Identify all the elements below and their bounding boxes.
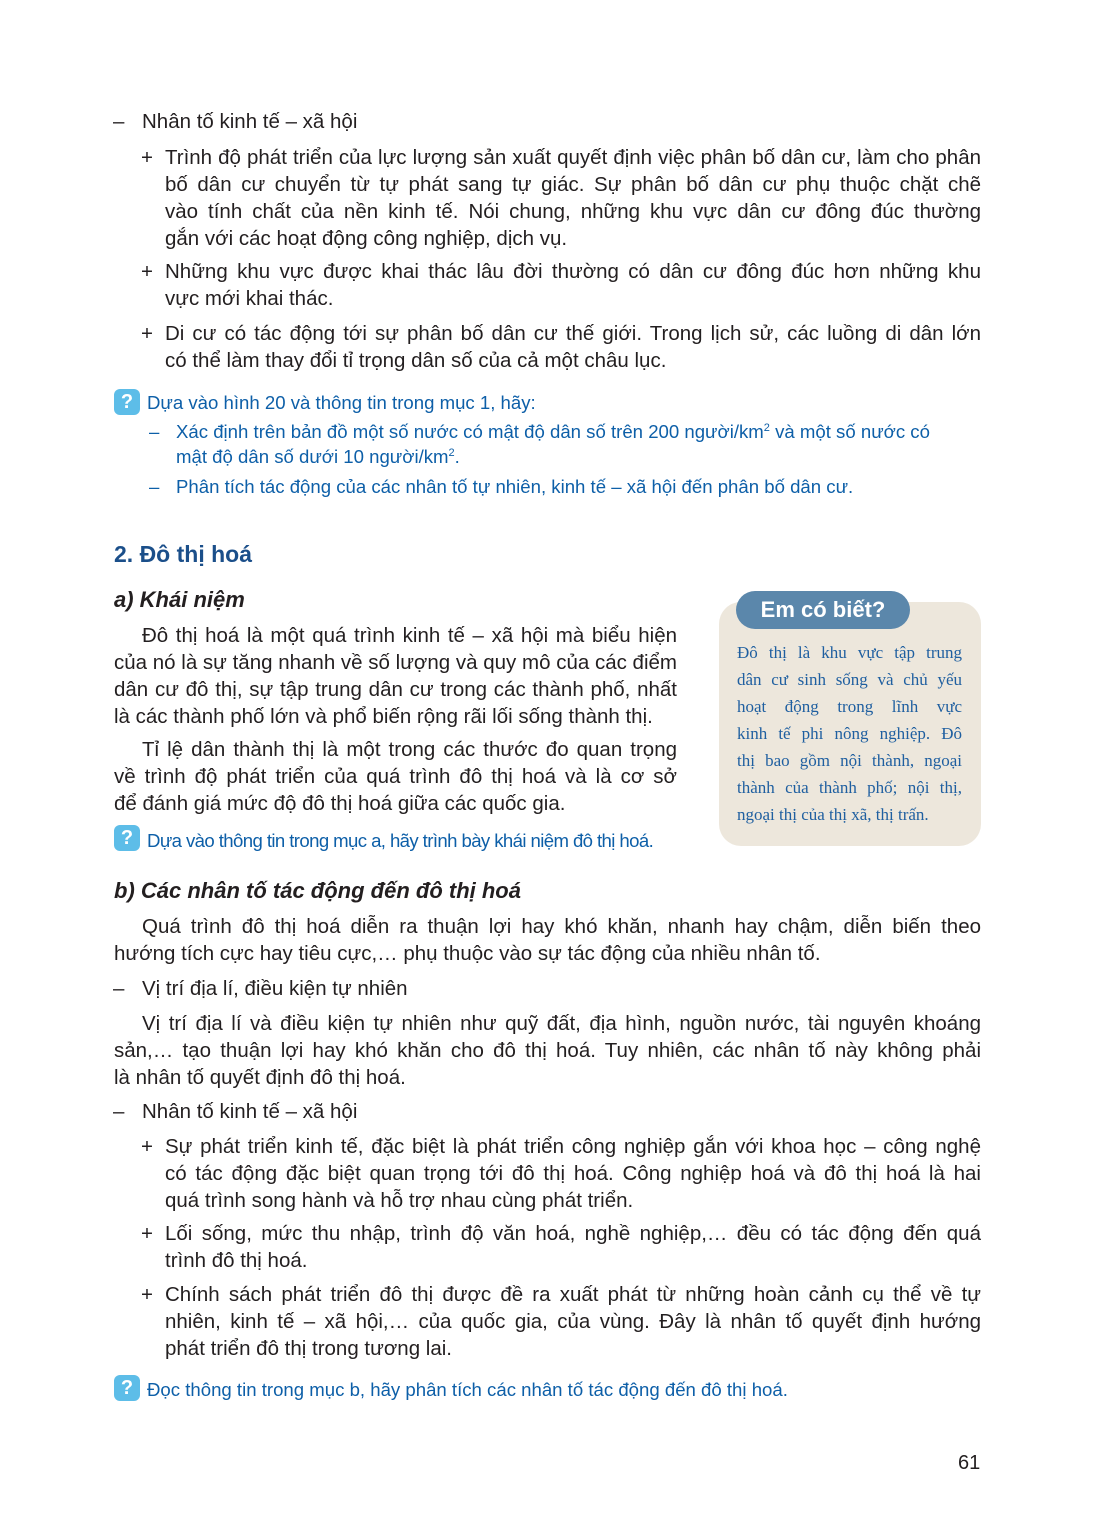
superscript: 2 bbox=[763, 421, 770, 434]
list-plus: + bbox=[141, 260, 153, 283]
question-item: Phân tích tác động của các nhân tố tự nhiên, kinh tế – xã hội đến phân bố dân cư. bbox=[176, 476, 854, 497]
paragraph bbox=[114, 1010, 981, 1091]
text-line: Trình độ phát triển của lực lượng sản xuất quyết định việc phân bố dân cư, làm cho phân bbox=[165, 146, 981, 169]
aside-text-line: ngoại thị của thị xã, thị trấn. bbox=[737, 805, 929, 824]
section-title: 2. Đô thị hoá bbox=[114, 541, 252, 567]
aside-text-line: thị bao gồm nội thành, ngoại bbox=[737, 751, 962, 770]
text-line: quá trình song hành và hỗ trợ nhau cùng phát triển. bbox=[165, 1189, 634, 1212]
text-line: Quá trình đô thị hoá diễn ra thuận lợi hay khó khăn, nhanh hay chậm, diễn biến theo bbox=[142, 915, 981, 938]
list-dash: – bbox=[113, 110, 125, 133]
paragraph bbox=[114, 622, 677, 730]
text-line: của nó là sự tăng nhanh về số lượng và quy mô của các điểm bbox=[114, 651, 677, 674]
bullet-paragraph bbox=[165, 144, 981, 252]
text-line: vực mới khai thác. bbox=[165, 287, 334, 310]
factor-heading: Nhân tố kinh tế – xã hội bbox=[142, 1100, 358, 1123]
paragraph bbox=[114, 913, 981, 967]
factor-heading: Vị trí địa lí, điều kiện tự nhiên bbox=[142, 977, 408, 1000]
aside-text-line: hoạt động trong lĩnh vực bbox=[737, 697, 962, 716]
bullet-paragraph bbox=[165, 320, 981, 374]
text-line: trình đô thị hoá. bbox=[165, 1249, 308, 1272]
list-plus: + bbox=[141, 322, 153, 345]
aside-text-line: kinh tế phi nông nghiệp. Đô bbox=[737, 724, 962, 743]
text-line: Vị trí địa lí và điều kiện tự nhiên như quỹ đất, địa hình, nguồn nước, tài nguyên khoáng bbox=[142, 1012, 981, 1035]
question-text: . bbox=[454, 446, 460, 467]
list-plus: + bbox=[141, 1135, 153, 1158]
text-line: Sự phát triển kinh tế, đặc biệt là phát triển công nghiệp gắn với khoa học – công nghệ bbox=[165, 1135, 981, 1158]
text-line: có thể làm thay đổi tỉ trọng dân số của cả một châu lục. bbox=[165, 349, 667, 372]
text-line: là các thành phố lớn và phổ biến rộng rãi lối sống thành thị. bbox=[114, 705, 653, 728]
question-icon: ? bbox=[114, 389, 140, 415]
question-text: mật độ dân số dưới 10 người/km bbox=[176, 446, 449, 467]
text-line: về trình độ phát triển của quá trình đô thị hoá và là cơ sở bbox=[114, 765, 677, 788]
list-dash: – bbox=[113, 977, 125, 1000]
question-item-cont bbox=[176, 444, 460, 469]
text-line: bố dân cư chuyển từ tự phát sang tự giác. Sự phân bố dân cư phụ thuộc chặt chẽ bbox=[165, 173, 981, 196]
text-line: Đô thị hoá là một quá trình kinh tế – xã hội mà biểu hiện bbox=[142, 624, 677, 647]
bullet-paragraph bbox=[165, 1220, 981, 1274]
question-text: và một số nước có bbox=[769, 421, 930, 442]
page-number: 61 bbox=[958, 1452, 981, 1474]
subsection-title: b) Các nhân tố tác động đến đô thị hoá bbox=[114, 878, 521, 903]
paragraph bbox=[114, 736, 677, 817]
list-dash: – bbox=[113, 1100, 125, 1123]
question-text: Dựa vào thông tin trong mục a, hãy trình bày khái niệm đô thị hoá. bbox=[147, 830, 654, 851]
text-line: Di cư có tác động tới sự phân bố dân cư thế giới. Trong lịch sử, các luồng di dân lớn bbox=[165, 322, 981, 345]
text-line: Lối sống, mức thu nhập, trình độ văn hoá, nghề nghiệp,… đều có tác động đến quá bbox=[165, 1222, 981, 1245]
text-line: hướng tích cực hay tiêu cực,… phụ thuộc vào sự tác động của nhiều nhân tố. bbox=[114, 942, 821, 965]
aside-text-line: thành của thành phố; nội thị, bbox=[737, 778, 962, 797]
aside-text-line: dân cư sinh sống và chủ yếu bbox=[737, 670, 962, 689]
list-dash: – bbox=[149, 421, 160, 442]
question-item bbox=[176, 419, 930, 444]
bullet-paragraph bbox=[165, 258, 981, 312]
bullet-paragraph bbox=[165, 1133, 981, 1214]
text-line: Những khu vực được khai thác lâu đời thường có dân cư đông đúc hơn những khu bbox=[165, 260, 981, 283]
question-text: Xác định trên bản đồ một số nước có mật độ dân số trên 200 người/km bbox=[176, 421, 764, 442]
text-line: có tác động đặc biệt quan trọng tới đô thị hoá. Công nghiệp hoá và đô thị hoá là hai bbox=[165, 1162, 981, 1185]
bullet-paragraph bbox=[165, 1281, 981, 1362]
text-line: phát triển đô thị trong tương lai. bbox=[165, 1337, 452, 1360]
text-line: nhiên, kinh tế – xã hội,… của quốc gia, của vùng. Đây là nhân tố quyết định hướng bbox=[165, 1310, 981, 1333]
text-line: gắn với các hoạt động công nghiệp, dịch vụ. bbox=[165, 227, 568, 250]
question-text: Đọc thông tin trong mục b, hãy phân tích các nhân tố tác động đến đô thị hoá. bbox=[147, 1379, 788, 1400]
did-you-know-title: Em có biết? bbox=[736, 591, 910, 629]
superscript: 2 bbox=[448, 446, 455, 459]
aside-text-line: Đô thị là khu vực tập trung bbox=[737, 643, 962, 662]
text-line: vào tính chất của nền kinh tế. Nói chung, những khu vực dân cư đông đúc thường bbox=[165, 200, 981, 223]
text-line: để đánh giá mức độ đô thị hoá giữa các quốc gia. bbox=[114, 792, 566, 815]
text-line: Chính sách phát triển đô thị được đề ra xuất phát từ những hoàn cảnh cụ thể về tự bbox=[165, 1283, 981, 1306]
text-line: dân cư đô thị, sự tập trung dân cư trong các thành phố, nhất bbox=[114, 678, 677, 701]
text-line: Tỉ lệ dân thành thị là một trong các thước đo quan trọng bbox=[142, 738, 677, 761]
text-line: sản,… tạo thuận lợi hay khó khăn cho đô thị hoá. Tuy nhiên, các nhân tố này không phải bbox=[114, 1039, 981, 1062]
question-icon: ? bbox=[114, 1375, 140, 1401]
text-line: là nhân tố quyết định đô thị hoá. bbox=[114, 1066, 406, 1089]
list-dash: – bbox=[149, 476, 160, 497]
factor-heading: Nhân tố kinh tế – xã hội bbox=[142, 110, 358, 133]
list-plus: + bbox=[141, 146, 153, 169]
list-plus: + bbox=[141, 1283, 153, 1306]
list-plus: + bbox=[141, 1222, 153, 1245]
question-icon: ? bbox=[114, 825, 140, 851]
subsection-title: a) Khái niệm bbox=[114, 587, 245, 612]
question-intro: Dựa vào hình 20 và thông tin trong mục 1, hãy: bbox=[147, 392, 536, 413]
